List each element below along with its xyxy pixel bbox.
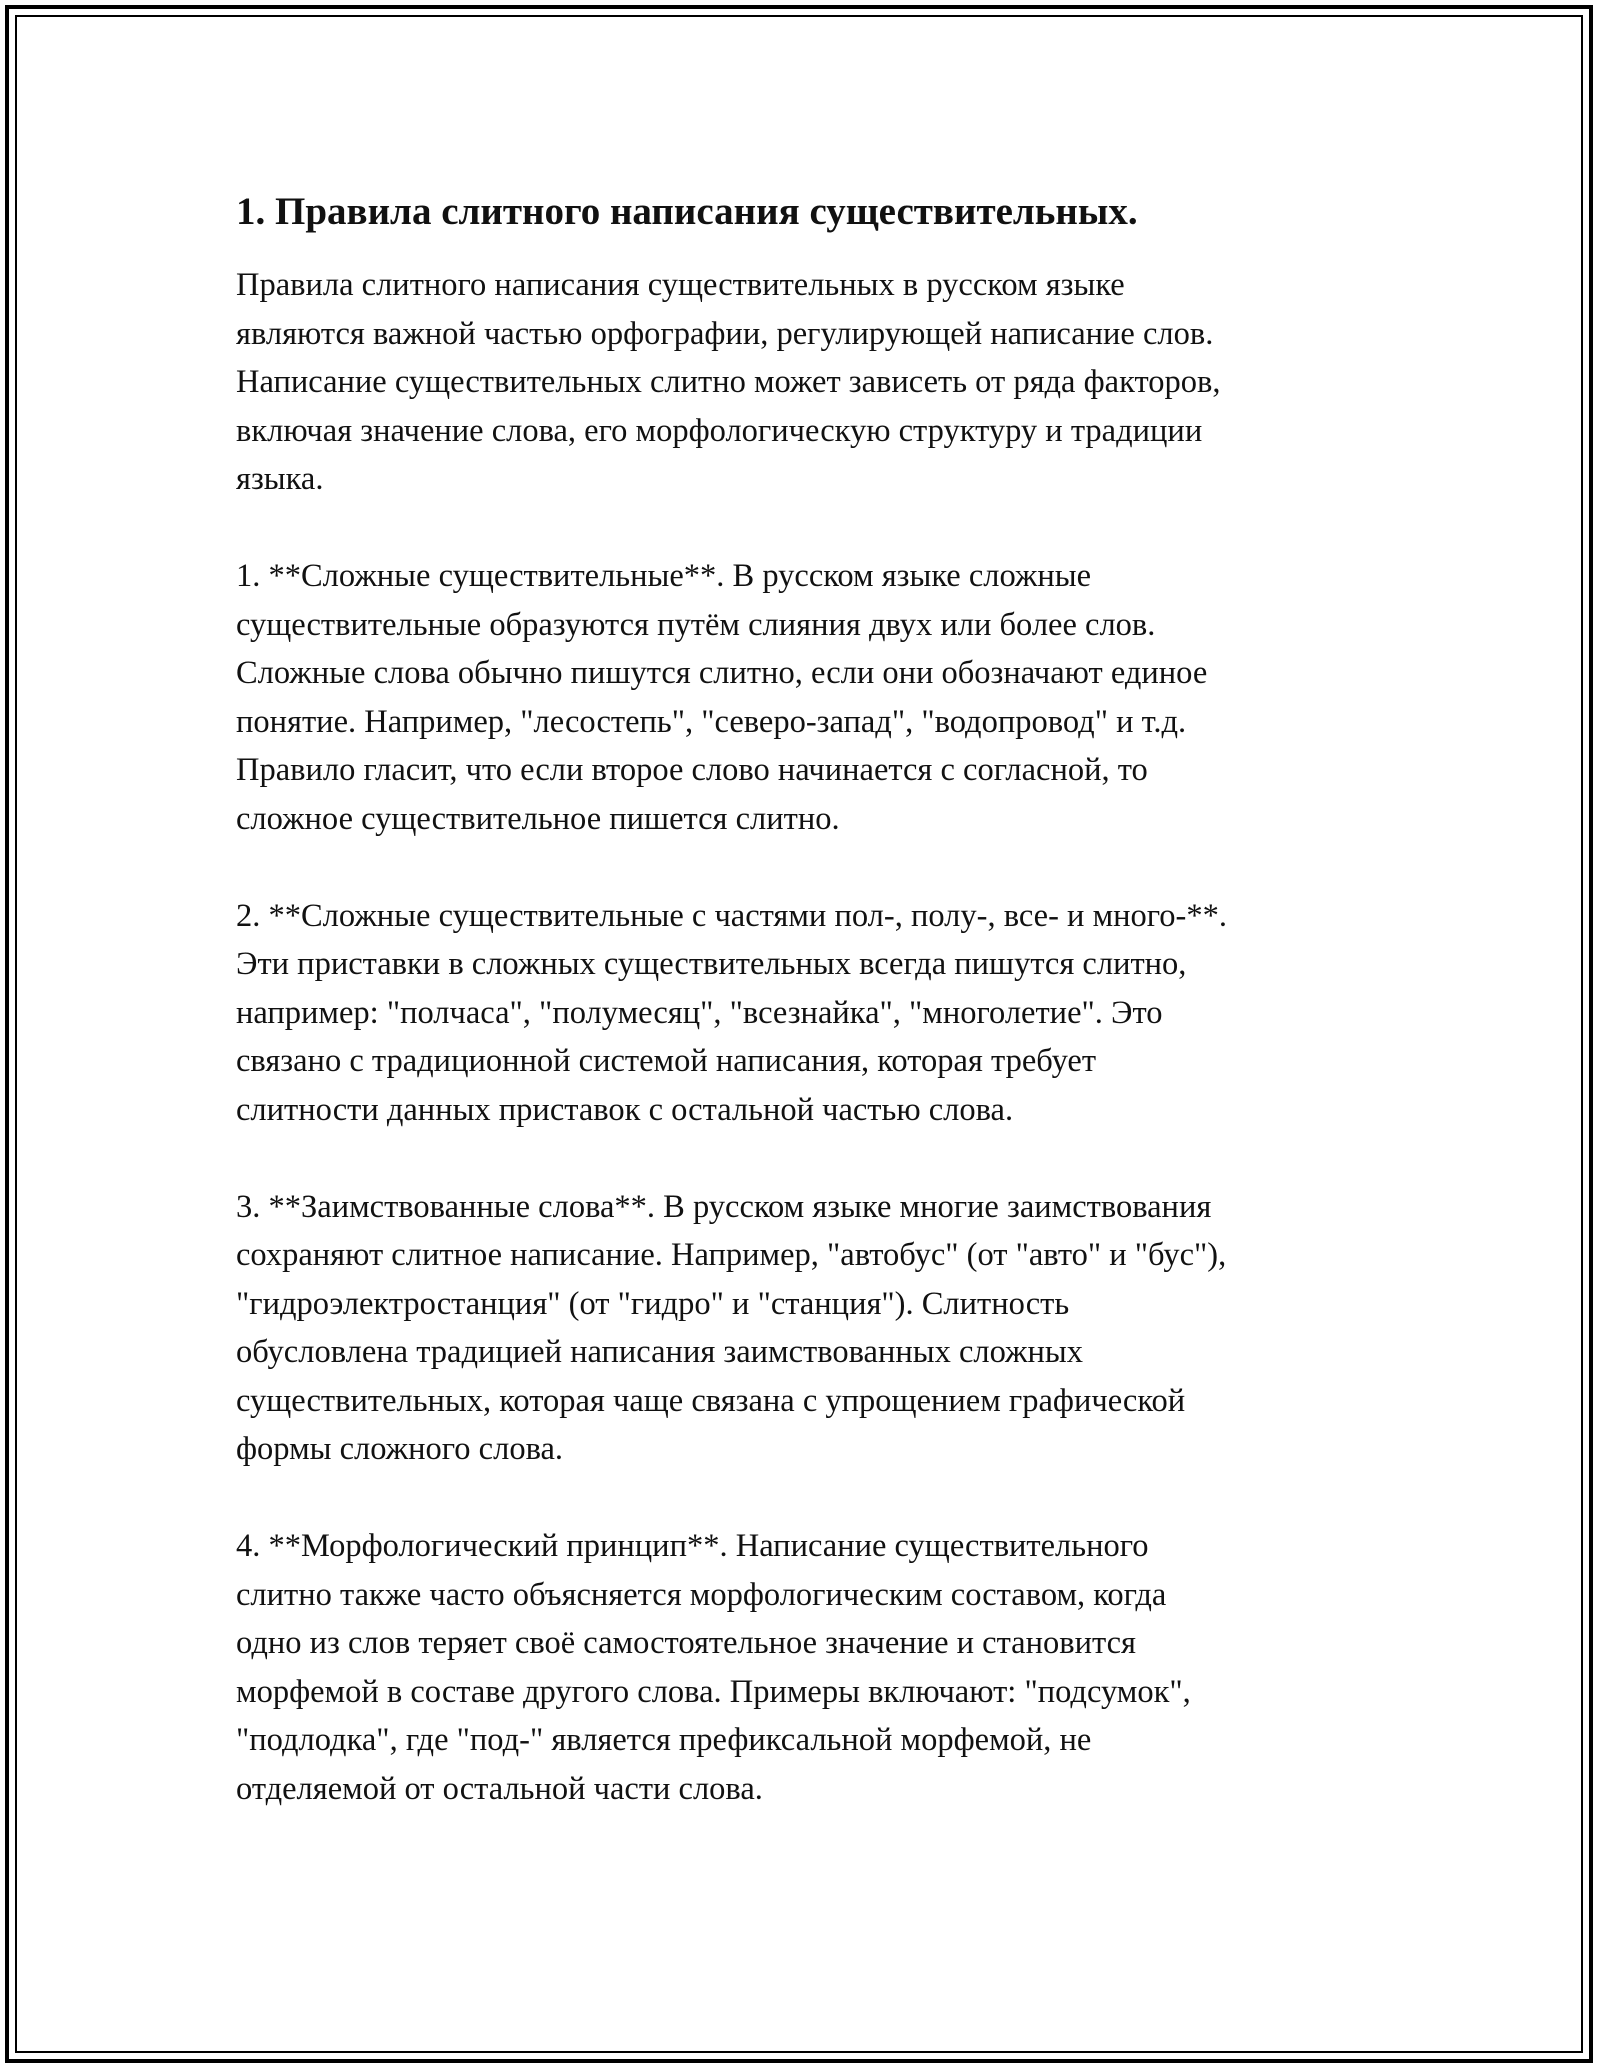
document-title: 1. Правила слитного написания существительных. <box>236 190 1138 233</box>
rule-item-3: 3. **Заимствованные слова**. В русском языке многие заимствования сохраняют слитное написание. Например, "автобус" (от "авто" и "бус"), "гидроэлектростанция" (от "гидро" и "станция"). Слитность обусловлена традицией написания заимствованных сложных существительных, которая чаще связана с упрощением графической формы сложного слова. <box>236 1188 1227 1467</box>
rule-item-4: 4. **Морфологический принцип**. Написание существительного слитно также часто объясняется морфологическим составом, когда одно из слов теряет своё самостоятельное значение и становится морфемой в составе другого слова. Примеры включают: "подсумок", "подлодка", где "под-" является префиксальной морфемой, не отделяемой от остальной части слова. <box>236 1528 1191 1807</box>
intro-paragraph: Правила слитного написания существительных в русском языке являются важной частью орфографии, регулирующей написание слов. Написание существительных слитно может зависеть от ряда факторов, включая значение слова, его морфологическую структуру и традиции языка. <box>236 267 1221 497</box>
rule-item-2: 2. **Сложные существительные с частями пол-, полу-, все- и много-**. Эти приставки в сложных существительных всегда пишутся слитно, например: "полчаса", "полумесяц", "всезнайка", "многолетие". Это связано с традиционной системой написания, которая требует слитности данных приставок с остальной частью слова. <box>236 897 1227 1128</box>
document-page <box>236 186 1416 1846</box>
rule-item-1: 1. **Сложные существительные**. В русском языке сложные существительные образуются путём слияния двух или более слов. Сложные слова обычно пишутся слитно, если они обозначают единое понятие. Например, "лесостепь", "северо-запад", "водопровод" и т.д. Правило гласит, что если второе слово начинается с согласной, то сложное существительное пишется слитно. <box>236 558 1208 837</box>
